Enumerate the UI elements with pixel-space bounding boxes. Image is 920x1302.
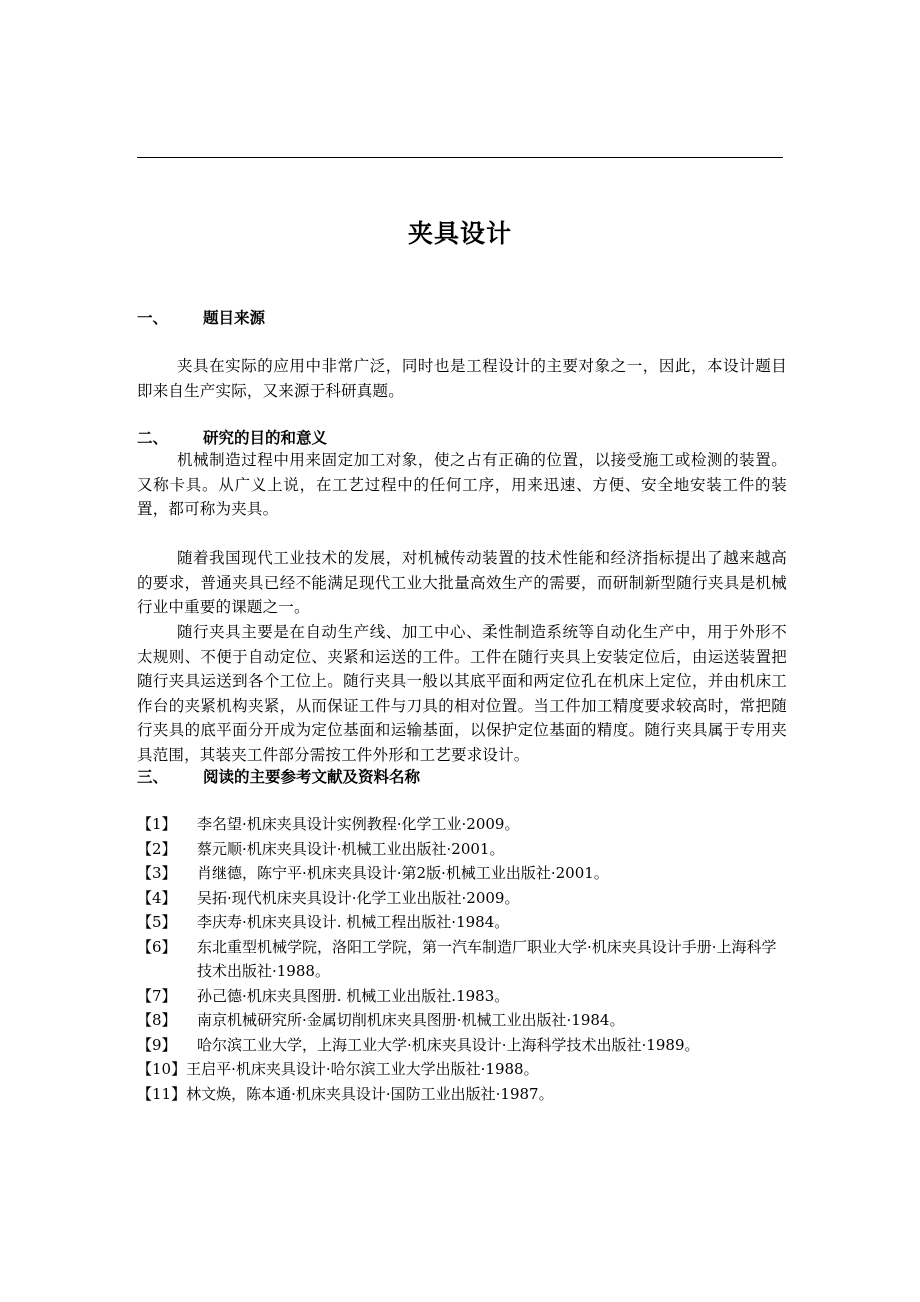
section-number: 三、 <box>137 767 169 786</box>
reference-text: 蔡元顺·机床夹具设计·机械工业出版社·2001。 <box>197 839 505 858</box>
section-title: 研究的目的和意义 <box>203 428 328 447</box>
reference-text: 李名望·机床夹具设计实例教程·化学工业·2009。 <box>197 815 520 833</box>
reference-item <box>137 1033 787 1058</box>
reference-number: 【8】 <box>137 1011 177 1029</box>
reference-number: 【7】 <box>137 986 177 1005</box>
reference-text: 南京机械研究所·金属切削机床夹具图册·机械工业出版社·1984。 <box>197 1011 625 1029</box>
section-heading-3 <box>137 765 420 787</box>
reference-text: 王启平·机床夹具设计·哈尔滨工业大学出版社·1988。 <box>186 1060 539 1078</box>
reference-number: 【10】 <box>137 1060 187 1078</box>
paragraph-fixture-definition: 机械制造过程中用来固定加工对象，使之占有正确的位置，以接受施工或检测的装置。又称卡具。从广义上说，在工艺过程中的任何工序，用来迅速、方便、安全地安装工件的装置，都可称为夹具。 <box>137 451 787 518</box>
reference-text: 李庆寿·机床夹具设计. 机械工程出版社·1984。 <box>197 913 510 931</box>
reference-text: 吴拓·现代机床夹具设计·化学工业出版社·2009。 <box>197 888 520 907</box>
reference-number: 【9】 <box>137 1035 177 1054</box>
reference-number: 【11】 <box>137 1084 187 1103</box>
reference-item <box>137 837 787 862</box>
reference-list <box>137 812 787 1106</box>
section-heading-1 <box>137 306 265 328</box>
reference-number: 【5】 <box>137 913 177 931</box>
reference-item <box>137 812 787 837</box>
reference-text: 东北重型机械学院，洛阳工学院，第一汽车制造厂职业大学·机床夹具设计手册·上海科学技术出版社·1988。 <box>197 937 777 980</box>
reference-item <box>137 1082 787 1107</box>
reference-item <box>137 1008 787 1033</box>
reference-item <box>137 861 787 886</box>
paragraph-topic-source: 夹具在实际的应用中非常广泛，同时也是工程设计的主要对象之一，因此，本设计题目即来自生产实际，又来源于科研真题。 <box>137 357 787 400</box>
header-rule <box>137 157 783 158</box>
section-number: 二、 <box>137 428 169 447</box>
reference-item <box>137 984 787 1009</box>
reference-text: 林文焕，陈本通·机床夹具设计·国防工业出版社·1987。 <box>186 1084 554 1103</box>
reference-text: 孙己德·机床夹具图册. 机械工业出版社.1983。 <box>197 986 510 1005</box>
reference-number: 【3】 <box>137 864 177 882</box>
paragraph-development: 随着我国现代工业技术的发展，对机械传动装置的技术性能和经济指标提出了越来越高的要求，普通夹具已经不能满足现代工业大批量高效生产的需要，而研制新型随行夹具是机械行业中重要的课题之一。 <box>137 549 787 616</box>
document-title: 夹具设计 <box>407 219 512 248</box>
reference-text: 肖继德，陈宁平·机床夹具设计·第2版·机械工业出版社·2001。 <box>197 864 609 882</box>
reference-item <box>137 886 787 911</box>
reference-number: 【1】 <box>137 815 177 833</box>
section-number: 一、 <box>137 308 169 327</box>
paragraph-pallet-fixture: 随行夹具主要是在自动生产线、加工中心、柔性制造系统等自动化生产中，用于外形不太规则、不便于自动定位、夹紧和运送的工件。工件在随行夹具上安装定位后，由运送装置把随行夹具运送到各个工位上。随行夹具一般以其底平面和两定位孔在机床上定位，并由机床工作台的夹紧机构夹紧，从而保证工件与刀具的相对位置。当工件加工精度要求较高时，常把随行夹具的底平面分开成为定位基面和运输基面，以保护定位基面的精度。随行夹具属于专用夹具范围，其装夹工件部分需按工件外形和工艺要求设计。 <box>137 623 787 764</box>
section-heading-2 <box>137 426 327 448</box>
section-title: 题目来源 <box>203 308 266 327</box>
section-title: 阅读的主要参考文献及资料名称 <box>203 767 421 786</box>
reference-item <box>137 935 787 984</box>
reference-number: 【6】 <box>137 937 177 956</box>
reference-text: 哈尔滨工业大学，上海工业大学·机床夹具设计·上海科学技术出版社·1989。 <box>197 1035 700 1054</box>
reference-number: 【4】 <box>137 888 177 907</box>
reference-item <box>137 910 787 935</box>
reference-number: 【2】 <box>137 839 177 858</box>
reference-item <box>137 1057 787 1082</box>
